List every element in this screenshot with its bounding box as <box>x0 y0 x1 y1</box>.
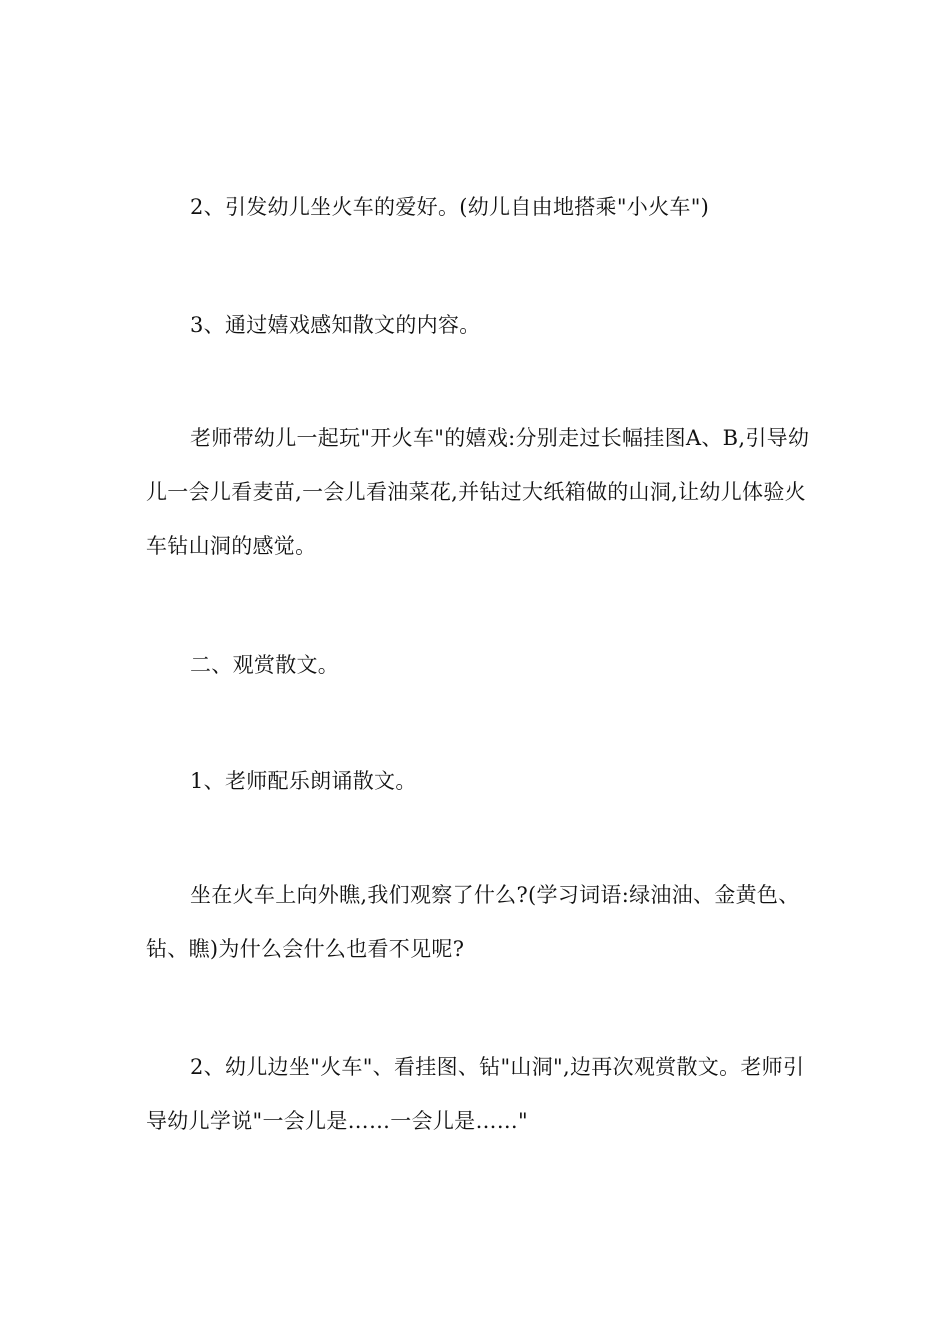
paragraph-objective-3: 3、通过嬉戏感知散文的内容。 <box>190 313 481 337</box>
paragraph-objective-2: 2、引发幼儿坐火车的爱好。(幼儿自由地搭乘"小火车") <box>190 195 710 219</box>
paragraph-train-game: 老师带幼儿一起玩"开火车"的嬉戏:分别走过长幅挂图A、B,引导幼儿一会儿看麦苗,一会儿看油菜花,并钻过大纸箱做的山洞,让幼儿体验火车钻山洞的感觉。 <box>146 426 810 558</box>
section-heading-appreciate: 二、观赏散文。 <box>190 653 340 677</box>
paragraph-questions: 坐在火车上向外瞧,我们观察了什么?(学习词语:绿油油、金黄色、钻、瞧)为什么会什么也看不见呢? <box>146 883 800 961</box>
paragraph-step-2: 2、幼儿边坐"火车"、看挂图、钻"山洞",边再次观赏散文。老师引导幼儿学说"一会儿是……一会儿是……" <box>146 1055 805 1133</box>
paragraph-step-1: 1、老师配乐朗诵散文。 <box>190 769 417 793</box>
